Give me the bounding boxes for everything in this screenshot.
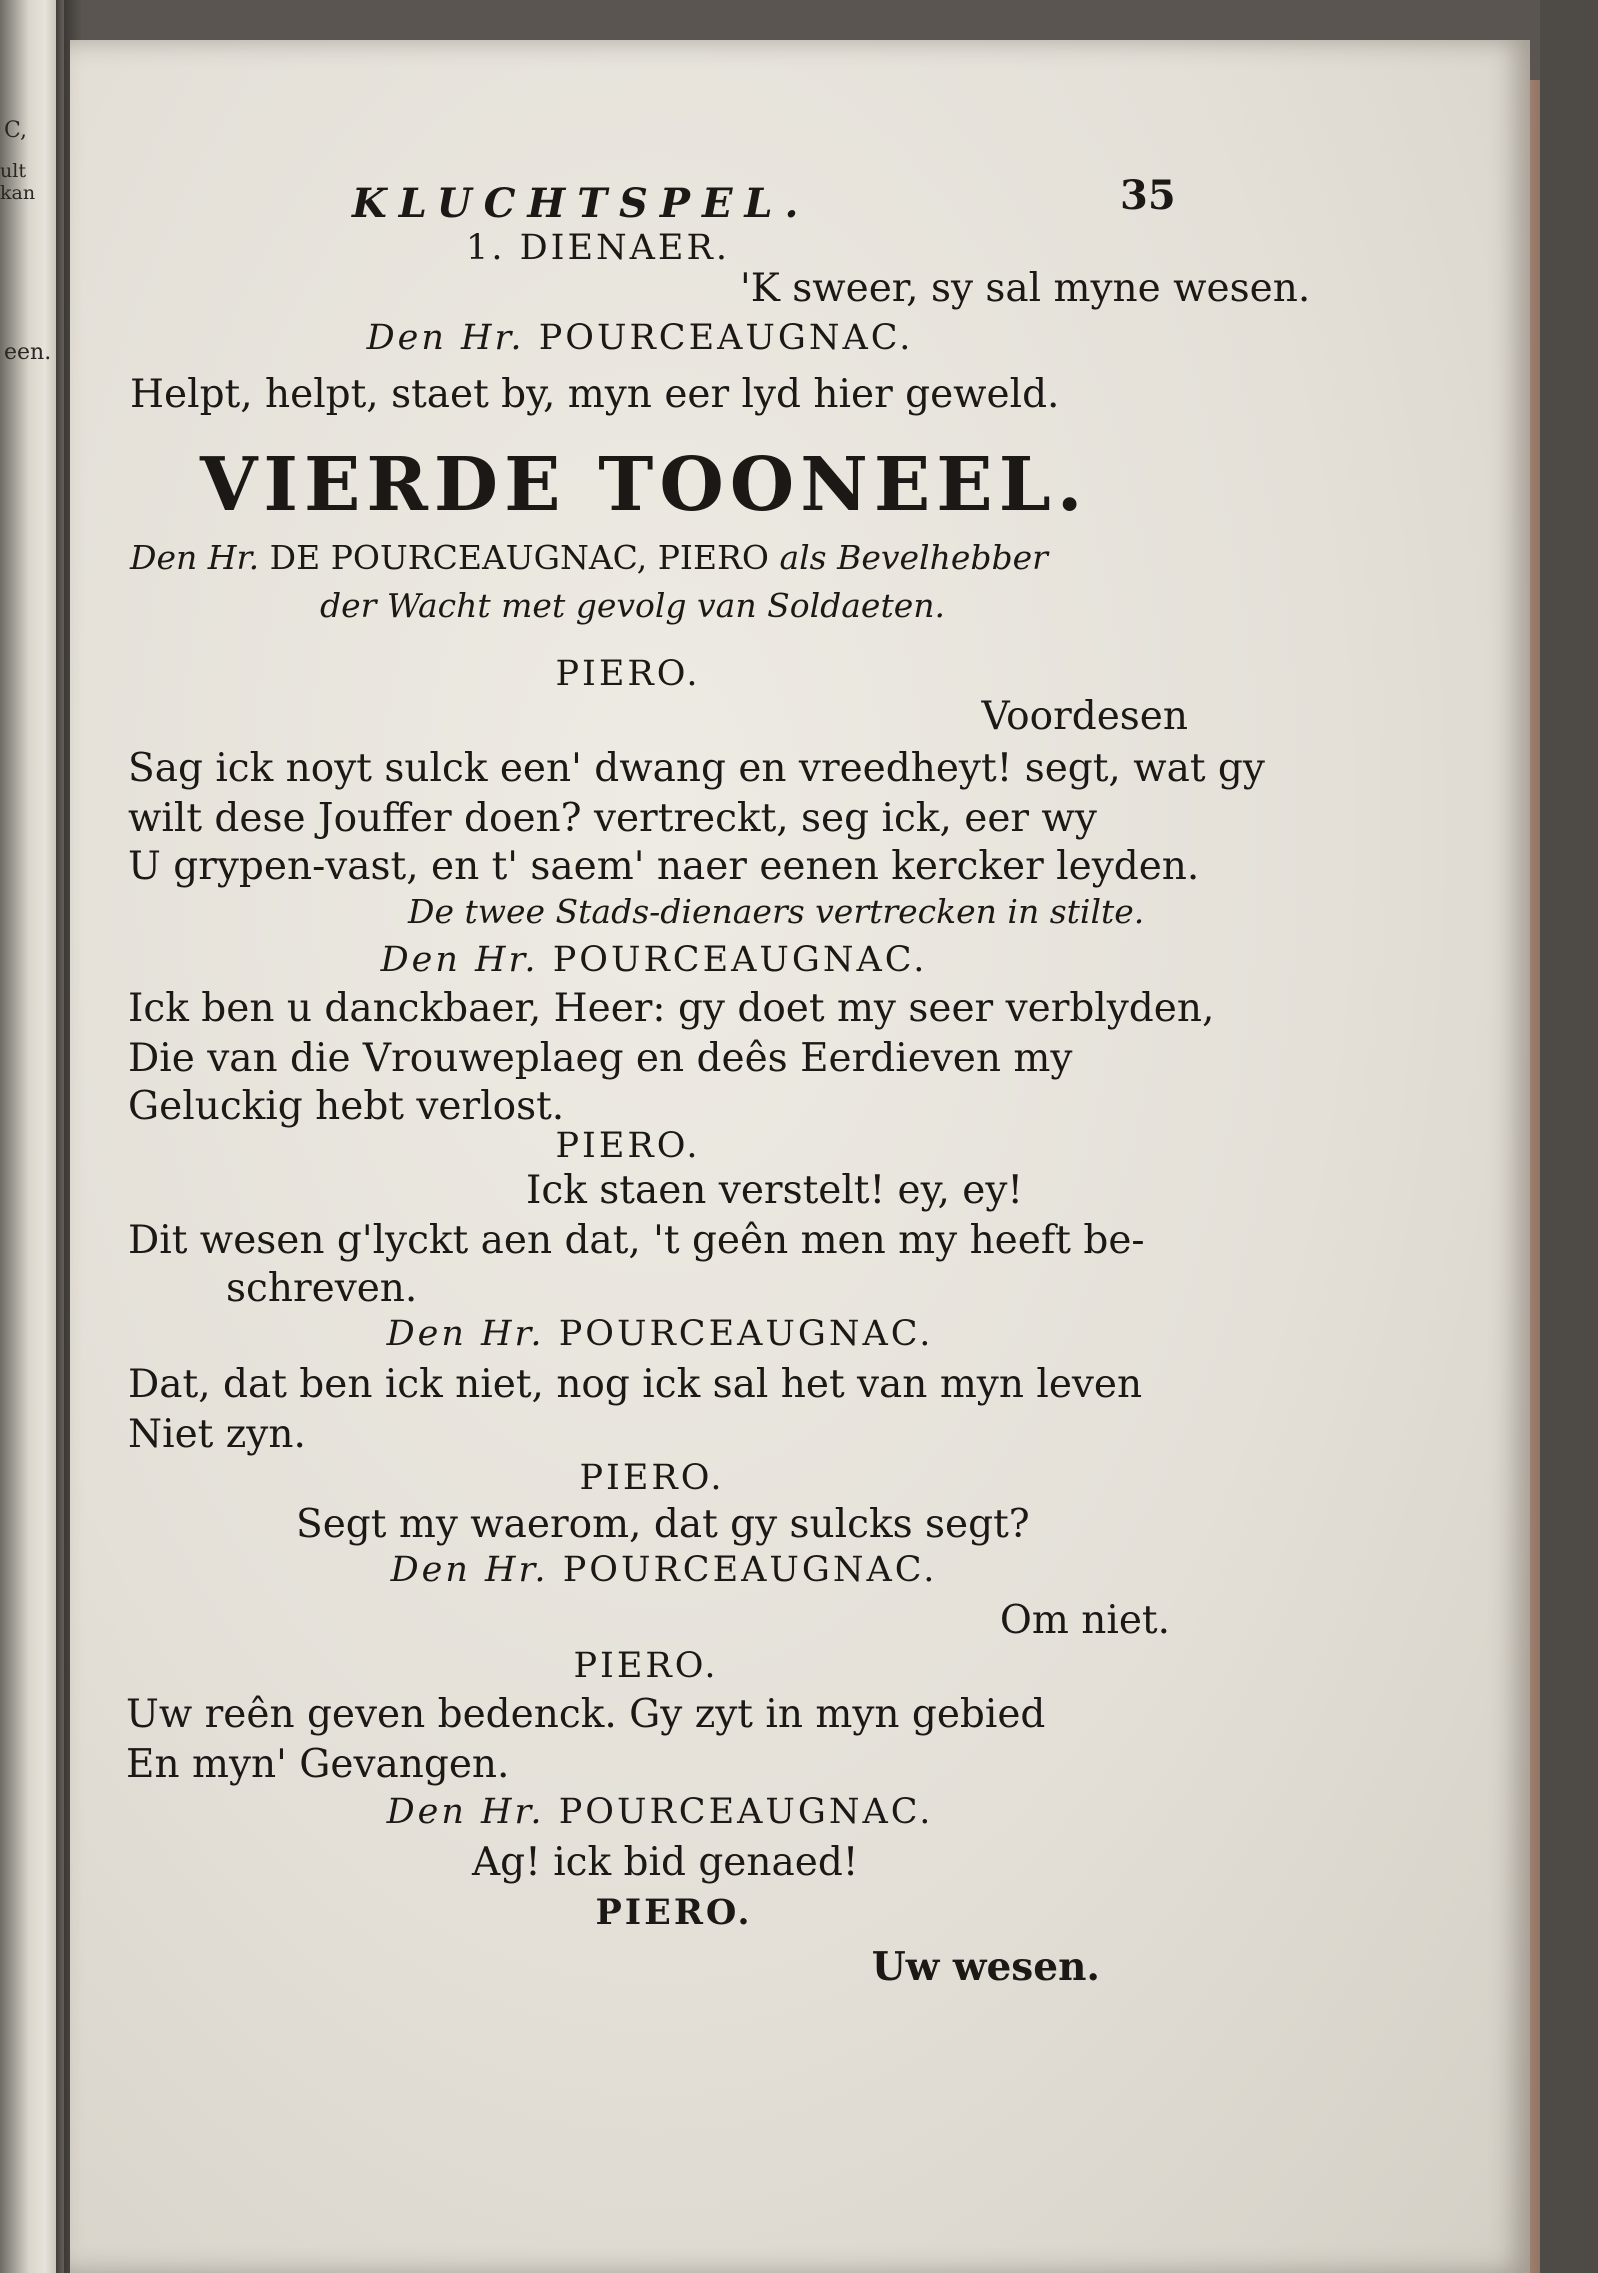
verse-line: Dit wesen g'lyckt aen dat, 't geên men my heeft be- <box>128 1218 1145 1263</box>
verse-line: Uw wesen. <box>871 1944 1100 1990</box>
speaker-label <box>367 318 914 358</box>
verse-line: Ick staen verstelt! ey, ey! <box>526 1168 1024 1213</box>
verse-line: Sag ick noyt sulck een' dwang en vreedheyt! segt, wat gy <box>128 746 1265 791</box>
speaker-label: PIERO. <box>555 1126 701 1166</box>
verse-line: Segt my waerom, dat gy sulcks segt? <box>296 1502 1030 1547</box>
verse-line: 'K sweer, sy sal myne wesen. <box>740 266 1311 311</box>
left-page-fragment: C, <box>4 118 28 143</box>
verse-line: schreven. <box>226 1266 418 1311</box>
verse-line: Ick ben u danckbaer, Heer: gy doet my seer verblyden, <box>128 986 1215 1031</box>
verse-line: Niet zyn. <box>128 1412 306 1457</box>
speaker-label: PIERO. <box>573 1646 719 1686</box>
speaker-label: PIERO. <box>555 654 701 694</box>
stage-names: DE POURCEAUGNAC, PIERO <box>269 538 769 577</box>
verse-line: U grypen-vast, en t' saem' naer eenen kercker leyden. <box>128 844 1200 889</box>
speaker-name: POURCEAUGNAC. <box>538 318 914 358</box>
page-number: 35 <box>1120 172 1176 219</box>
verse-line: Uw reên geven bedenck. Gy zyt in myn gebied <box>126 1692 1046 1737</box>
running-header: KLUCHTSPEL. <box>352 180 811 227</box>
verse-line: Helpt, helpt, staet by, myn eer lyd hier geweld. <box>130 372 1060 417</box>
speaker-label: PIERO. <box>579 1458 725 1498</box>
speaker-role: Den Hr. <box>366 318 525 358</box>
stage-role: Den Hr. <box>130 538 260 577</box>
verse-line: Voordesen <box>981 694 1188 739</box>
speaker-label <box>391 1550 938 1590</box>
stage-direction: der Wacht met gevolg van Soldaeten. <box>320 586 945 625</box>
speaker-name: POURCEAUGNAC. <box>558 1314 934 1354</box>
verse-line: Dat, dat ben ick niet, nog ick sal het van myn leven <box>128 1362 1143 1407</box>
speaker-label: 1. DIENAER. <box>466 228 730 268</box>
book-cover <box>1540 0 1598 2273</box>
speaker-name: POURCEAUGNAC. <box>558 1792 934 1832</box>
speaker-name: POURCEAUGNAC. <box>562 1550 938 1590</box>
speaker-role: Den Hr. <box>380 940 539 980</box>
speaker-label: PIERO. <box>595 1892 753 1933</box>
stage-direction: De twee Stads-dienaers vertrecken in stilte. <box>408 892 1145 931</box>
verse-line: En myn' Gevangen. <box>126 1742 510 1787</box>
left-page-fragment: ult kan <box>0 160 36 204</box>
verse-line: Die van die Vrouweplaeg en deês Eerdieven my <box>128 1036 1073 1081</box>
left-page-fragment: een. <box>4 340 52 365</box>
verse-line: wilt dese Jouffer doen? vertreckt, seg ick, eer wy <box>128 796 1097 841</box>
speaker-label <box>387 1792 934 1832</box>
speaker-label <box>387 1314 934 1354</box>
left-page-edge <box>0 0 64 2273</box>
speaker-role: Den Hr. <box>386 1314 545 1354</box>
scene-title: VIERDE TOONEEL. <box>200 442 1089 528</box>
stage-rest: als Bevelhebber <box>779 538 1048 577</box>
speaker-name: POURCEAUGNAC. <box>552 940 928 980</box>
speaker-role: Den Hr. <box>386 1792 545 1832</box>
verse-line: Geluckig hebt verlost. <box>128 1084 565 1129</box>
speaker-role: Den Hr. <box>390 1550 549 1590</box>
verse-line: Ag! ick bid genaed! <box>472 1840 859 1885</box>
speaker-label <box>381 940 928 980</box>
stage-direction <box>130 538 1048 577</box>
verse-line: Om niet. <box>999 1598 1170 1643</box>
